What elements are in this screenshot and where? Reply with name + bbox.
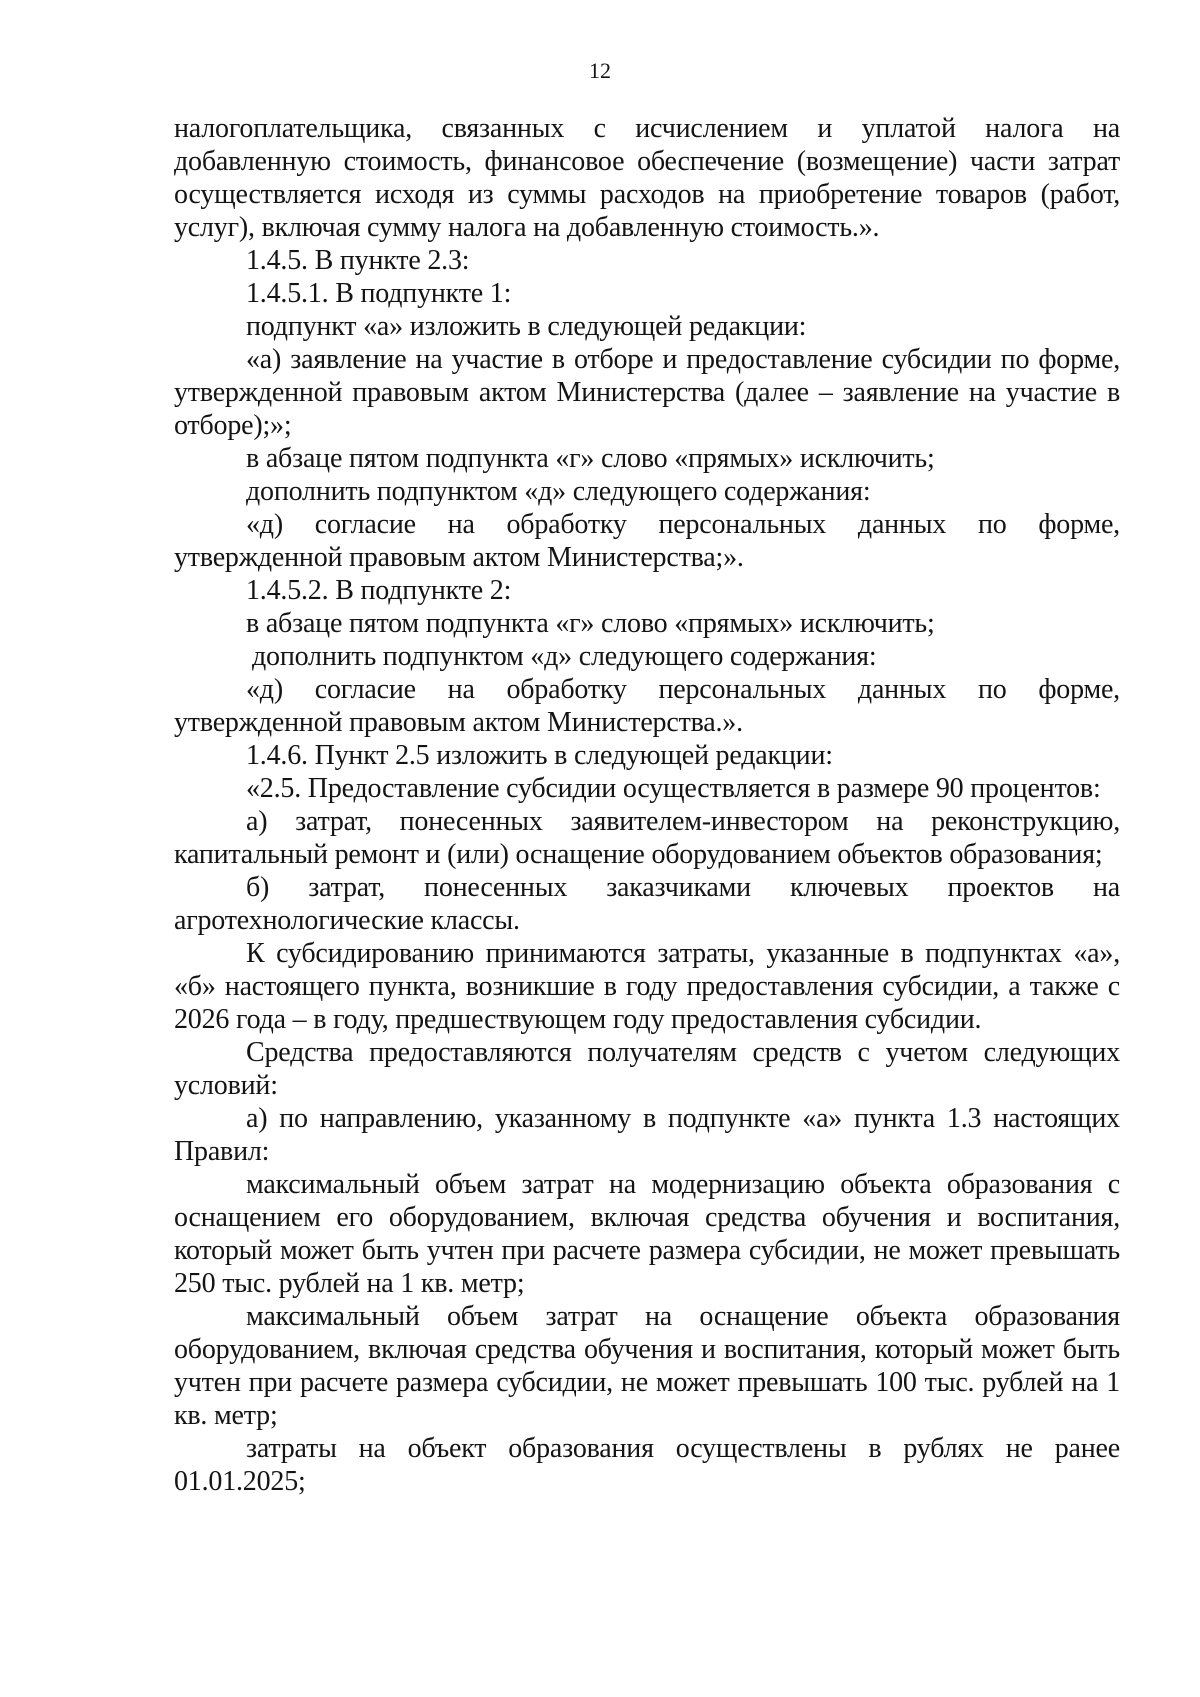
paragraph-max-equipment: максимальный объем затрат на оснащение объекта образования оборудованием, включая средства обучения и воспитания, который может быть учтен при расчете размера субсидии, не может превышать 100 тыс. рублей на 1 кв. метр; [174,1301,1120,1431]
paragraph-1-4-5-2: 1.4.5.2. В подпункте 2: [246,575,512,606]
paragraph-subitem-d-text-2: «д) согласие на обработку персональных данных по форме, утвержденной правовым актом Министерства.». [174,674,1120,738]
paragraph-1-4-5: 1.4.5. В пункте 2.3: [246,245,470,276]
paragraph-condition-a: а) по направлению, указанному в подпункте «а» пункта 1.3 настоящих Правил: [174,1103,1120,1167]
paragraph-exclude-direct-1: в абзаце пятом подпункта «г» слово «прямых» исключить; [246,443,935,474]
paragraph-1-4-5-1: 1.4.5.1. В подпункте 1: [246,278,512,309]
paragraph-subitem-d-text-1: «д) согласие на обработку персональных данных по форме, утвержденной правовым актом Министерства;». [174,509,1120,573]
page-number: 12 [589,58,611,83]
paragraph-subitem-a-text: «а) заявление на участие в отборе и предоставление субсидии по форме, утвержденной правовым актом Министерства (далее – заявление на участие в отборе);»; [174,344,1120,441]
paragraph-2-5: «2.5. Предоставление субсидии осуществляется в размере 90 процентов: [246,773,1101,804]
paragraph-1-4-6: 1.4.6. Пункт 2.5 изложить в следующей редакции: [246,740,833,771]
paragraph-conditions: Средства предоставляются получателям средств с учетом следующих условий: [174,1037,1120,1101]
paragraph-subsidy-costs: К субсидированию принимаются затраты, указанные в подпунктах «а», «б» настоящего пункта, возникшие в году предоставления субсидии, а также с 2026 года – в году, предшествующем году предоставления субсидии. [174,938,1120,1035]
paragraph-2-5-a: а) затрат, понесенных заявителем-инвестором на реконструкцию, капитальный ремонт и (или) оснащение оборудованием объектов образования; [174,806,1120,870]
paragraph-add-subitem-d-2: дополнить подпунктом «д» следующего содержания: [252,641,877,672]
paragraph-continuation: налогоплательщика, связанных с исчислением и уплатой налога на добавленную стоимость, финансовое обеспечение (возмещение) части затрат осуществляется исходя из суммы расходов на приобретение товаров (работ, услуг), включая сумму налога на добавленную стоимость.». [174,113,1120,243]
paragraph-subitem-a-edit: подпункт «а» изложить в следующей редакции: [246,311,807,342]
paragraph-2-5-b: б) затрат, понесенных заказчиками ключевых проектов на агротехнологические классы. [174,872,1120,936]
paragraph-max-modernization: максимальный объем затрат на модернизацию объекта образования с оснащением его оборудованием, включая средства обучения и воспитания, который может быть учтен при расчете размера субсидии, не может превышать 250 тыс. рублей на 1 кв. метр; [174,1169,1120,1299]
paragraph-add-subitem-d-1: дополнить подпунктом «д» следующего содержания: [246,476,871,507]
paragraph-costs-rubles: затраты на объект образования осуществлены в рублях не ранее 01.01.2025; [174,1433,1120,1497]
paragraph-exclude-direct-2: в абзаце пятом подпункта «г» слово «прямых» исключить; [246,608,935,639]
document-body [174,112,1120,1498]
